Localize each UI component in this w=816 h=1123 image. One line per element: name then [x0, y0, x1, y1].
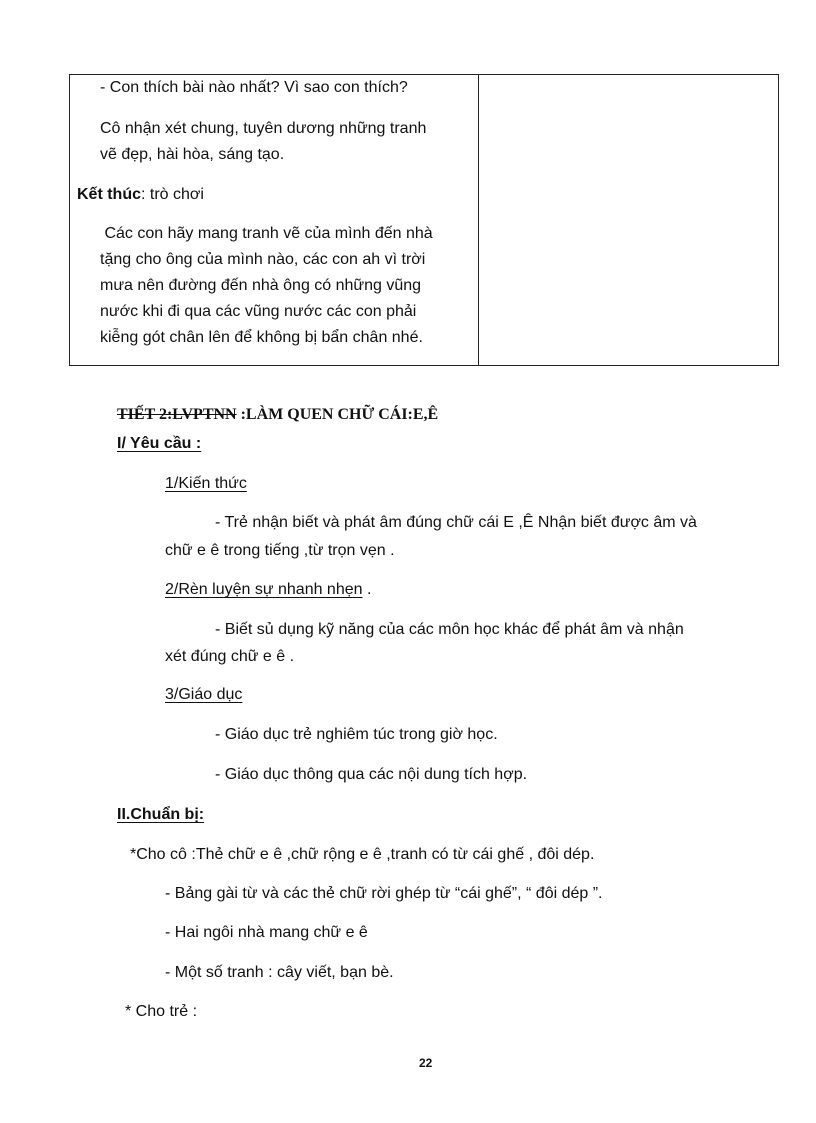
lesson-title-struck: TIẾT 2:LVPTNN	[117, 406, 237, 423]
skills-heading-text: 2/Rèn luyện sự nhanh nhẹn	[165, 581, 363, 598]
game-line: tặng cho ông của mình nào, các con ah vì trời	[100, 251, 426, 268]
ending-text: : trò chơi	[141, 186, 204, 203]
knowledge-heading: 1/Kiến thức	[165, 475, 247, 492]
skills-heading	[165, 580, 371, 599]
education-item: - Giáo dục trẻ nghiêm túc trong giờ học.	[215, 726, 498, 743]
game-line: kiễng gót chân lên để không bị bẩn chân nhé.	[100, 329, 423, 346]
knowledge-line: - Trẻ nhận biết và phát âm đúng chữ cái E ,Ê Nhận biết được âm và	[215, 514, 697, 531]
page-number: 22	[419, 1056, 433, 1070]
remark-line: vẽ đẹp, hài hòa, sáng tạo.	[100, 146, 285, 163]
remark-line: Cô nhận xét chung, tuyên dương những tranh	[100, 120, 427, 137]
section1-heading: I/ Yêu cầu :	[117, 435, 202, 452]
table-column-divider	[478, 75, 479, 365]
teacher-materials: *Cho cô :Thẻ chữ e ê ,chữ rộng e ê ,tranh có từ cái ghế , đôi dép.	[130, 846, 595, 863]
knowledge-line: chữ e ê trong tiếng ,từ trọn vẹn .	[165, 542, 395, 559]
game-line: Các con hãy mang tranh vẽ của mình đến nhà	[100, 225, 433, 242]
teacher-material-item: - Hai ngôi nhà mang chữ e ê	[165, 924, 368, 941]
skills-line: - Biết sủ dụng kỹ năng của các môn học khác để phát âm và nhận	[215, 621, 684, 638]
game-description	[100, 221, 433, 351]
education-item: - Giáo dục thông qua các nội dung tích hợp.	[215, 766, 528, 783]
education-heading: 3/Giáo dục	[165, 686, 243, 703]
teacher-material-item: - Bảng gài từ và các thẻ chữ rời ghép từ “cái ghế”, “ đôi dép ”.	[165, 885, 603, 902]
question-text: - Con thích bài nào nhất? Vì sao con thích?	[100, 79, 408, 96]
lesson-title	[117, 405, 438, 424]
teacher-remark	[100, 116, 426, 168]
children-materials: * Cho trẻ :	[125, 1003, 198, 1020]
ending-line	[77, 185, 204, 204]
lesson-title-rest: :LÀM QUEN CHỮ CÁI:E,Ê	[236, 406, 439, 423]
game-line: nước khi đi qua các vũng nước các con phải	[100, 303, 417, 320]
skills-heading-suffix: .	[362, 581, 372, 598]
teacher-material-item: - Một số tranh : cây viết, bạn bè.	[165, 964, 394, 981]
game-line: mưa nên đường đến nhà ông có những vũng	[100, 277, 422, 294]
ending-label: Kết thúc	[77, 186, 141, 203]
section2-heading: II.Chuẩn bị:	[117, 806, 205, 823]
skills-line: xét đúng chữ e ê .	[165, 648, 295, 665]
